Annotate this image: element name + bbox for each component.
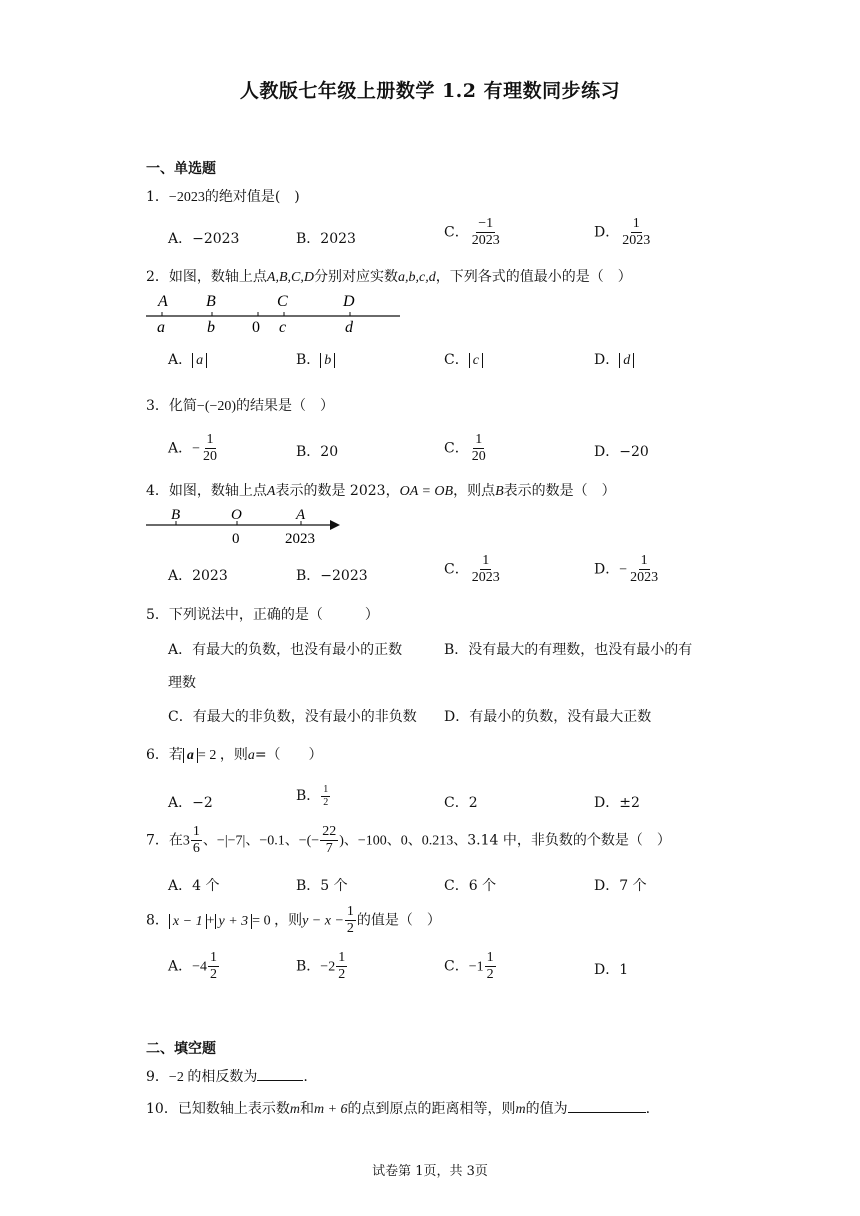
q1-option-c[interactable]: C． $\frac{-1}{2023}$ — [444, 216, 500, 249]
q6-option-a[interactable]: A．−2 — [168, 795, 213, 811]
q3-option-c[interactable]: C． $\frac{1}{20}$ — [444, 432, 486, 465]
question-1: 1．−2023的绝对值是( ) — [146, 189, 300, 205]
label-C: C — [277, 293, 288, 310]
q4-option-b[interactable]: B．−2023 — [296, 568, 368, 584]
label-B: B — [206, 293, 216, 310]
q8-option-b[interactable]: B．−2 $\frac{1}{2}$ — [296, 950, 346, 983]
label-A: A — [158, 293, 168, 310]
page-title: 人教版七年级上册数学 1.2 有理数同步练习 — [239, 80, 621, 102]
question-7: 7．在3 $\frac{1}{6}$ 、−|−7|、−0.1、−(− $\frac{22}{7}$ )、−100、0、0.213、3.14 中，非负数的个数是（ ） — [146, 824, 671, 857]
label-B: B — [171, 507, 181, 523]
q2-option-a[interactable]: A． a — [168, 349, 207, 369]
q6-option-c[interactable]: C．2 — [444, 795, 478, 811]
q8-option-c[interactable]: C．−1 $\frac{1}{2}$ — [444, 950, 494, 983]
page-footer: 试卷第 1页，共 3页 — [372, 1164, 488, 1179]
q4-option-c[interactable]: C． $\frac{1}{2023}$ — [444, 553, 500, 586]
section-heading-fill-blank: 二、填空题 — [146, 1041, 216, 1057]
question-8: 8． x − 1 + y + 3 = 0 ，则y − x − $\frac{1}{2}$ 的值是（ ） — [146, 904, 441, 937]
q4-option-a[interactable]: A．2023 — [168, 568, 228, 584]
question-3: 3．化简−(−20)的结果是（ ） — [146, 398, 335, 414]
label-zero: 0 — [252, 319, 260, 336]
question-5: 5．下列说法中，正确的是（ ） — [146, 607, 379, 623]
label-zero: 0 — [232, 531, 240, 547]
label-2023: 2023 — [285, 531, 315, 547]
q2-option-c[interactable]: C． c — [444, 349, 483, 369]
question-9: 9．−2 的相反数为 . — [146, 1069, 308, 1085]
label-O: O — [231, 507, 242, 523]
q3-option-b[interactable]: B．20 — [296, 444, 339, 460]
q5-option-a[interactable]: A．有最大的负数，也没有最小的正数 — [168, 642, 403, 658]
q2-option-b[interactable]: B． b — [296, 349, 335, 369]
question-10: 10．已知数轴上表示数m和m + 6的点到原点的距离相等，则m的值为 . — [146, 1101, 651, 1117]
label-A: A — [296, 507, 306, 523]
q1-option-b[interactable]: B．2023 — [296, 231, 356, 247]
label-d: d — [345, 319, 353, 336]
q5-option-b[interactable]: B．没有最大的有理数，也没有最小的有 — [444, 642, 693, 658]
q3-option-d[interactable]: D．−20 — [594, 444, 649, 460]
label-D: D — [343, 293, 355, 310]
question-4: 4．如图，数轴上点A表示的数是 2023，OA = OB，则点B表示的数是（ ） — [146, 483, 616, 499]
q7-option-d[interactable]: D．7 个 — [594, 878, 647, 894]
q2-option-d[interactable]: D． d — [594, 349, 634, 369]
q7-option-b[interactable]: B．5 个 — [296, 878, 348, 894]
q5-option-d[interactable]: D．有最小的负数，没有最大正数 — [444, 709, 652, 725]
number-line-q2 — [140, 288, 400, 336]
question-2: 2．如图，数轴上点A,B,C,D分别对应实数a,b,c,d，下列各式的值最小的是（ ） — [146, 269, 632, 285]
q9-answer-blank[interactable] — [257, 1080, 303, 1081]
q5-option-b-continued: 理数 — [168, 675, 196, 691]
q7-option-c[interactable]: C．6 个 — [444, 878, 497, 894]
q5-option-c[interactable]: C．有最大的非负数，没有最小的非负数 — [168, 709, 417, 725]
q8-option-a[interactable]: A．−4 $\frac{1}{2}$ — [168, 950, 218, 983]
section-heading-single-choice: 一、单选题 — [146, 161, 216, 177]
label-c: c — [279, 319, 287, 336]
question-6: 6．若 a = 2 ，则a=（ ） — [146, 747, 323, 763]
q7-option-a[interactable]: A．4 个 — [168, 878, 220, 894]
number-line-q4 — [140, 504, 350, 548]
q8-option-d[interactable]: D．1 — [594, 962, 629, 978]
q6-option-d[interactable]: D．±2 — [594, 795, 640, 811]
q4-option-d[interactable]: D．− $\frac{1}{2023}$ — [594, 553, 659, 586]
q1-option-d[interactable]: D． $\frac{1}{2023}$ — [594, 216, 651, 249]
label-b: b — [207, 319, 215, 336]
axis-arrow — [330, 520, 340, 530]
q10-answer-blank[interactable] — [568, 1112, 646, 1113]
q6-option-b[interactable]: B． $\frac{1}{2}$ — [296, 784, 329, 808]
label-a: a — [157, 319, 165, 336]
q3-option-a[interactable]: A．− $\frac{1}{20}$ — [168, 432, 218, 465]
q1-option-a[interactable]: A．−2023 — [168, 231, 240, 247]
